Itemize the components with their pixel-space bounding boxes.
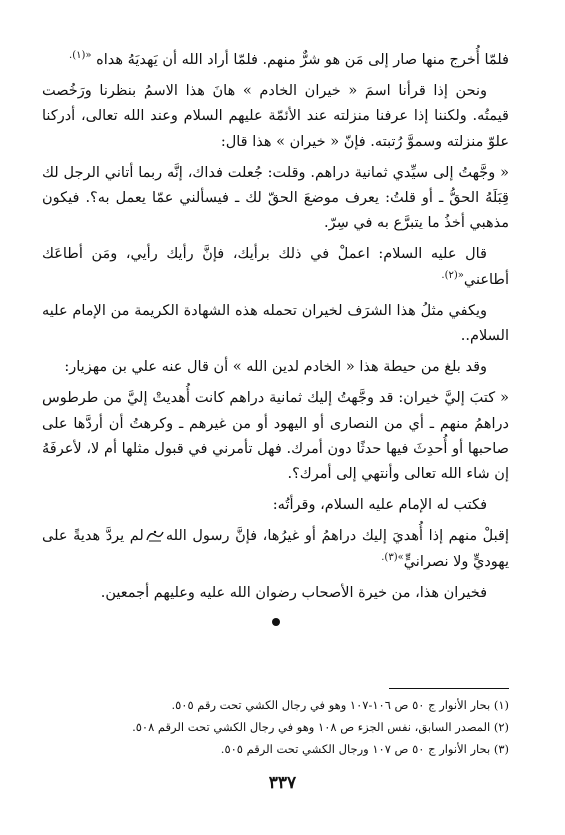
paragraph-5: ويكفي مثلُ هذا الشرَف لخيران تحمله هذه الشهادة الكريمة من الإمام عليه السلام.. bbox=[42, 302, 509, 345]
footnote-mark-1: «(١). bbox=[69, 50, 92, 62]
separator-dot bbox=[272, 618, 280, 626]
paragraph-text: إقبلْ منهم إذا أُهديَ إليك دراهمُ أو غيرُها، فإنَّ رسول الله bbox=[165, 528, 509, 545]
sallallah-icon bbox=[146, 529, 164, 543]
footnote-mark-2: «(٢). bbox=[441, 269, 464, 281]
paragraph-4 bbox=[42, 242, 509, 292]
paragraph-7: « كتبَ إليَّ خيران: قد وجَّهتُ إليك ثمانية دراهم كانت أُهديتْ إليَّ من طرطوس دراهمُ منهم ـ أي من النصارى أو اليهود أو من غيرهم ـ وكرهتُ أن أردَّها على صاحبها أو أُحدِثَ فيها حدثًا دون أمرك. فهل تأمرني في قبول مثلها أم لا، لأعرفَهُ إن شاء الله تعالى وأنتهي إلى أمرك؟. bbox=[42, 390, 509, 483]
paragraph-text: فلمّا أُخرج منها صار إلى مَن هو شرٌّ منهم. فلمّا أراد الله أن يَهديَهُ هداه bbox=[96, 52, 509, 68]
footnotes bbox=[42, 694, 509, 760]
paragraph-text: قال عليه السلام: اعملْ في ذلك برأيك، فإنَّ رأيك رأيي، ومَن أطاعَك أطاعني bbox=[42, 246, 509, 288]
paragraph-9 bbox=[42, 524, 509, 574]
page-number: ٣٣٧ bbox=[268, 773, 297, 793]
paragraph-6: وقد بلغ من حيطة هذا « الخادم لدين الله » أن قال عنه علي بن مهزيار: bbox=[64, 359, 487, 376]
paragraph-10: فخيران هذا، من خيرة الأصحاب رضوان الله عليه وعليهم أجمعين. bbox=[100, 584, 487, 601]
paragraph-text: لم يردَّ هديةً على يهوديٍّ ولا نصرانيٍّ bbox=[42, 528, 509, 570]
footnote-rule bbox=[389, 688, 509, 689]
paragraph-1 bbox=[42, 48, 509, 73]
paragraph-8: فكتب له الإمام عليه السلام، وقرأتُه: bbox=[272, 497, 487, 514]
paragraph-2: ونحن إذا قرأنا اسمَ « خيران الخادم » هانَ هذا الاسمُ بنظرنا ورَخُصت قيمتُه. ولكننا إذا عرفنا منزلته عند الأئمّة عليهم السلام وعند الله تعالى، أدركنا علوّ منزلته وسموَّ رُتبته. فإنّ « خيران » هذا قال: bbox=[42, 83, 509, 150]
footnote-1: (١) بحار الأنوار ج ٥٠ ص ١٠٦-١٠٧ وهو في رجال الكشي تحت رقم ٥٠٥. bbox=[171, 698, 509, 712]
body-text bbox=[42, 48, 509, 626]
paragraph-3: « وجَّهتُ إلى سيِّدي ثمانية دراهم. وقلت: جُعلت فداك، إنَّه ربما أتاني الرجل لك قِبَلَهُ الحقُّ ـ أو قلتُ: يعرف موضعَ الحقّ لك ـ فيسألني عمّا يعمل به؟. فيكون مذهبي أخذُ ما يتبرَّع به في سِرّ. bbox=[42, 164, 509, 232]
footnote-mark-3: »(٣). bbox=[381, 551, 404, 563]
footnote-3: (٣) بحار الأنوار ج ٥٠ ص ١٠٧ ورجال الكشي تحت الرقم ٥٠٥. bbox=[220, 742, 509, 756]
footnote-2: (٢) المصدر السابق، نفس الجزء ص ١٠٨ وهو في رجال الكشي تحت الرقم ٥٠٨. bbox=[132, 720, 509, 734]
